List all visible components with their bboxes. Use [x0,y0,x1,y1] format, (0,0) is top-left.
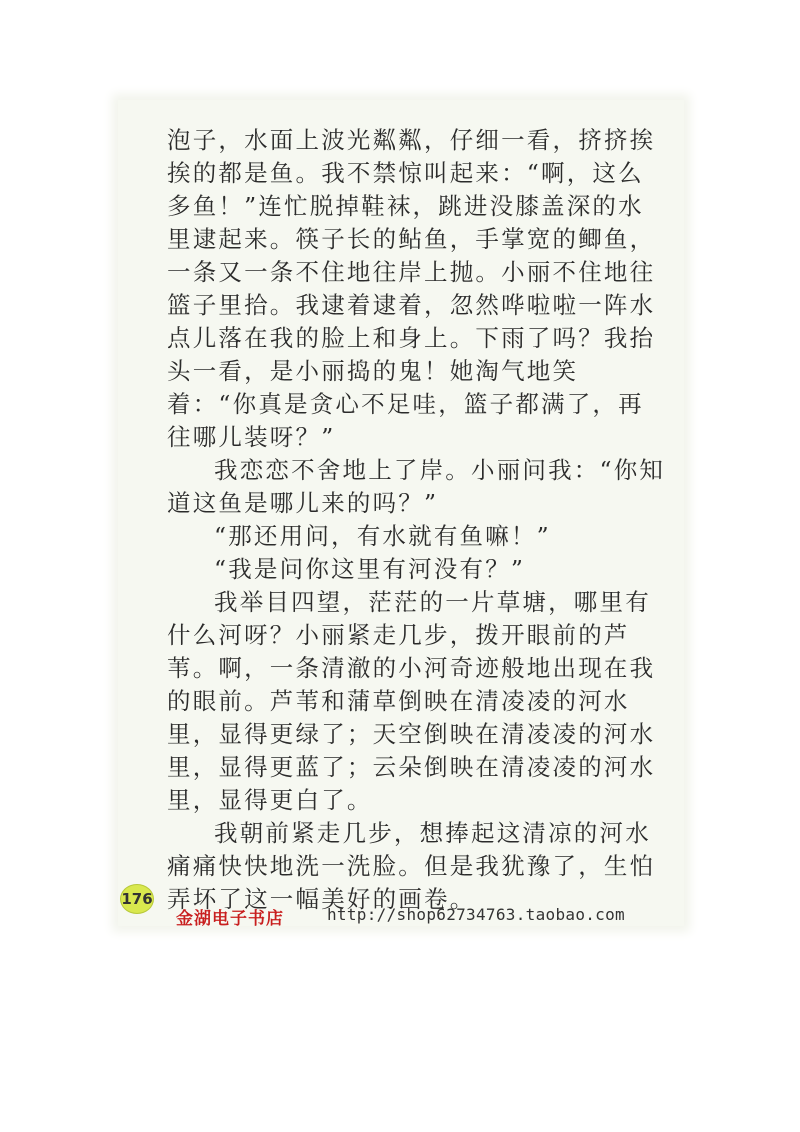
body-text [167,124,667,916]
shop-name: 金湖电子书店 [176,909,284,929]
paragraph-5: 我举目四望，茫茫的一片草塘，哪里有什么河呀？小丽紧走几步，拨开眼前的芦苇。啊，一条清澈的小河奇迹般地出现在我的眼前。芦苇和蒲草倒映在清凌凌的河水里，显得更绿了；天空倒映在清凌凌的河水里，显得更蓝了；云朵倒映在清凌凌的河水里，显得更白了。 [167,588,656,814]
paragraph-3: “那还用问，有水就有鱼嘛！” [214,522,551,550]
paragraph-6: 我朝前紧走几步，想捧起这清凉的河水痛痛快快地洗一洗脸。但是我犹豫了，生怕弄坏了这一幅美好的画卷。 [167,819,656,913]
page-number: 176 [120,884,154,914]
shop-url: http://shop62734763.taobao.com [327,905,625,924]
paragraph-1: 泡子，水面上波光粼粼，仔细一看，挤挤挨挨的都是鱼。我不禁惊叫起来：“啊，这么多鱼！”连忙脱掉鞋袜，跳进没膝盖深的水里逮起来。筷子长的鲇鱼，手掌宽的鲫鱼，一条又一条不住地往岸上抛。小丽不住地往篮子里拾。我逮着逮着，忽然哗啦啦一阵水点儿落在我的脸上和身上。下雨了吗？我抬头一看，是小丽捣的鬼！她淘气地笑着：“你真是贪心不足哇，篮子都满了，再往哪儿装呀？” [167,126,656,451]
paragraph-4: “我是问你这里有河没有？” [214,555,526,583]
paragraph-2: 我恋恋不舍地上了岸。小丽问我：“你知道这鱼是哪儿来的吗？” [167,456,666,517]
